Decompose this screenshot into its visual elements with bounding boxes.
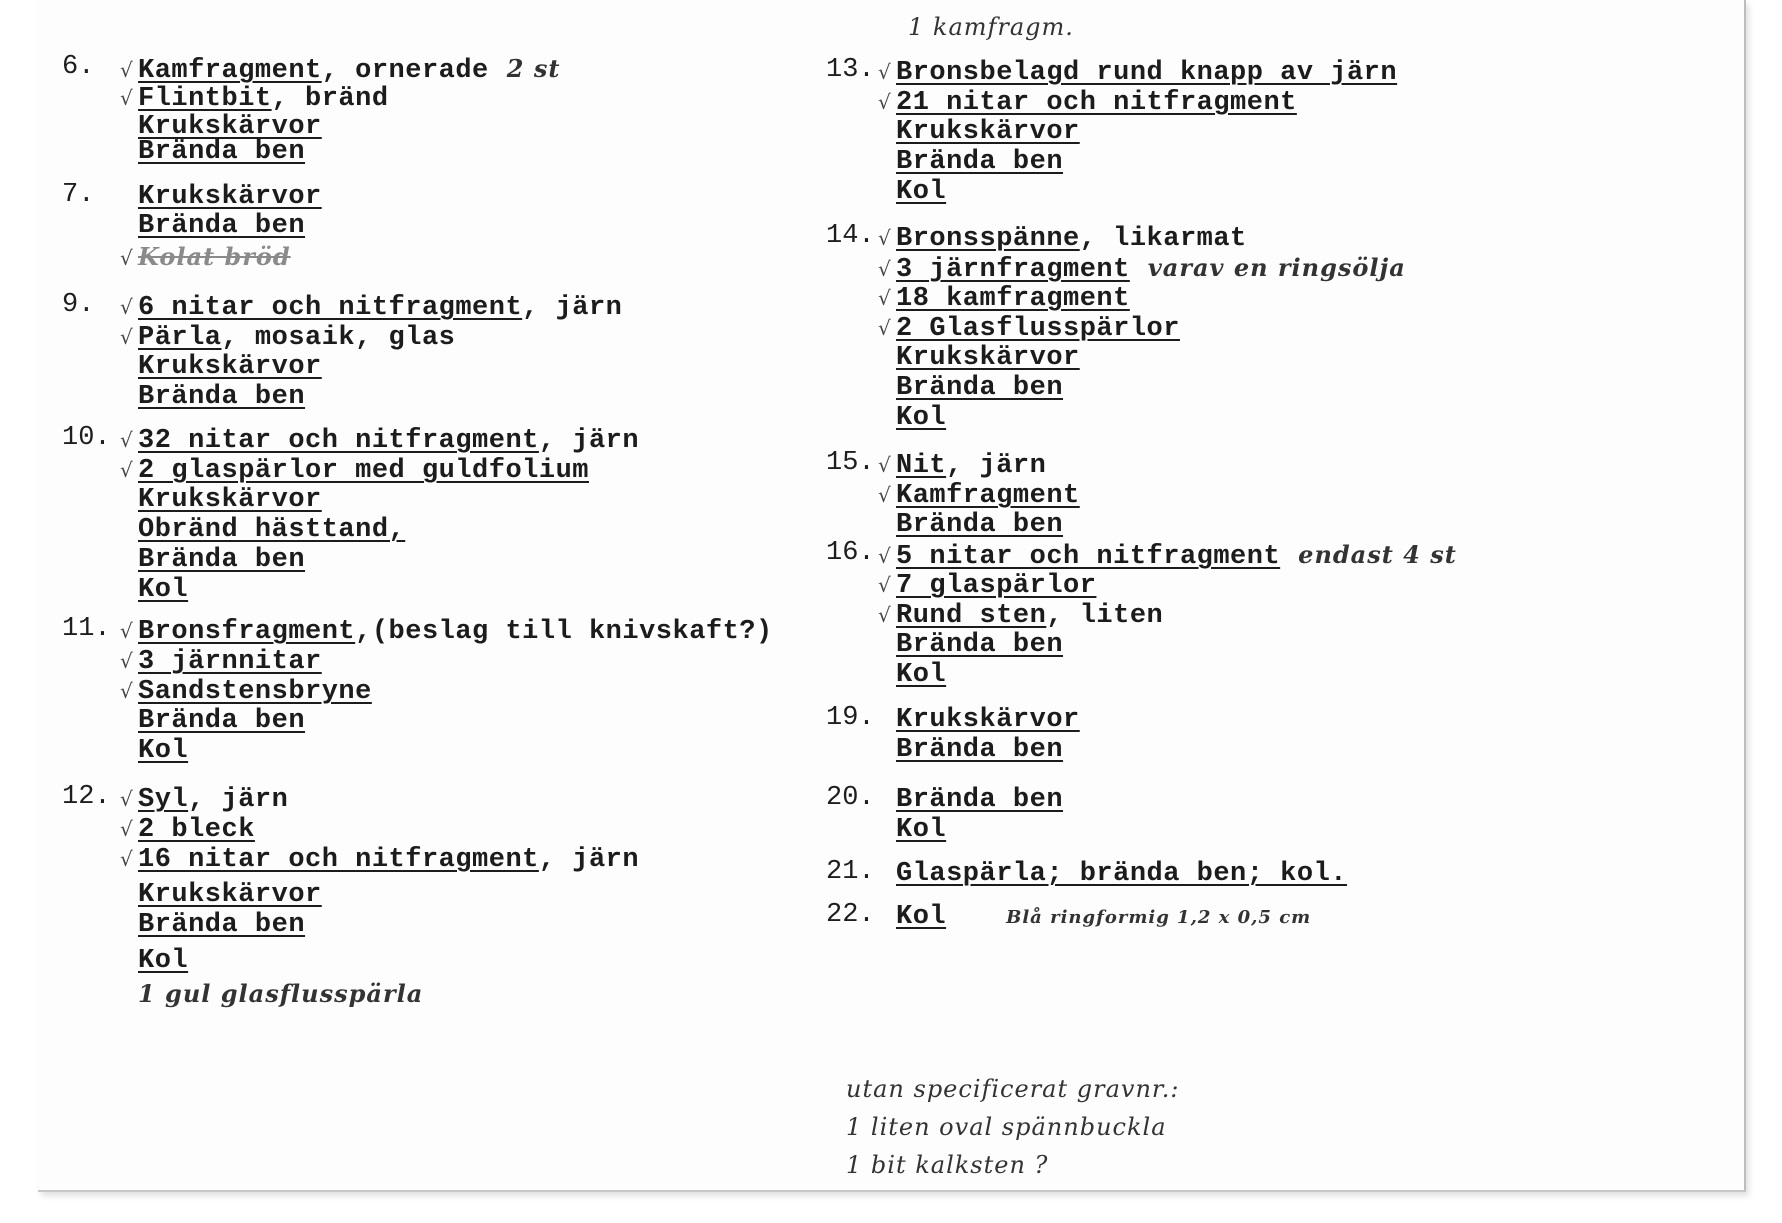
item-text: 6 nitar och nitfragment xyxy=(138,293,523,323)
find-item xyxy=(878,658,946,692)
find-item xyxy=(120,209,305,243)
grave-number: 12. xyxy=(62,782,111,812)
find-item xyxy=(878,55,1397,89)
find-item xyxy=(120,644,322,678)
handwritten-note: varav en ringsölja xyxy=(1147,253,1406,282)
find-item xyxy=(878,857,1347,891)
item-text: Bronsfragment xyxy=(138,617,356,647)
item-text: Krukskärvor xyxy=(138,352,322,382)
item-detail: , järn xyxy=(188,785,289,815)
item-text: Kamfragment xyxy=(138,56,322,86)
grave-number: 6. xyxy=(62,52,95,82)
find-item xyxy=(878,478,1080,512)
find-item xyxy=(120,878,322,912)
find-item xyxy=(878,448,1046,482)
item-text: Krukskärvor xyxy=(138,485,322,515)
find-item xyxy=(878,813,946,847)
find-item xyxy=(878,508,1063,542)
find-item xyxy=(120,135,305,169)
find-item xyxy=(878,703,1080,737)
checkmark-icon: √ xyxy=(878,544,892,568)
find-item xyxy=(120,513,405,547)
grave-number: 13. xyxy=(826,55,875,85)
item-text: Krukskärvor xyxy=(896,343,1080,373)
checkmark-icon: √ xyxy=(120,679,134,703)
item-text: Nit xyxy=(896,451,947,481)
find-item xyxy=(878,85,1297,119)
item-text: Rund sten xyxy=(896,601,1047,631)
item-text: Krukskärvor xyxy=(138,112,322,142)
find-item xyxy=(878,281,1130,315)
find-item xyxy=(878,115,1080,149)
find-item xyxy=(120,908,305,942)
item-text: Kol xyxy=(896,902,947,932)
find-item xyxy=(878,783,1063,817)
checkmark-icon: √ xyxy=(878,453,892,477)
item-text: 2 glaspärlor med guldfolium xyxy=(138,456,589,486)
find-item xyxy=(878,900,1311,934)
item-text: Kol xyxy=(138,736,189,766)
item-text: Sandstensbryne xyxy=(138,677,372,707)
archive-card xyxy=(38,0,1746,1192)
grave-number: 10. xyxy=(62,423,111,453)
grave-number: 19. xyxy=(826,703,875,733)
grave-number: 11. xyxy=(62,614,111,644)
find-item xyxy=(120,782,288,816)
item-text: Kol xyxy=(138,946,189,976)
find-item xyxy=(878,251,1406,285)
item-text: Flintbit xyxy=(138,84,272,114)
item-text: Kol xyxy=(896,815,947,845)
checkmark-icon: √ xyxy=(878,226,892,250)
handwritten-item: 1 gul glasflusspärla xyxy=(138,979,424,1008)
item-text: Brända ben xyxy=(896,630,1064,660)
checkmark-icon: √ xyxy=(120,787,134,811)
item-text: Kol xyxy=(896,177,947,207)
item-text: 5 nitar och nitfragment xyxy=(896,542,1281,572)
item-detail: , ornerade xyxy=(321,56,489,86)
find-item xyxy=(878,371,1063,405)
item-text: Brända ben xyxy=(896,510,1064,540)
checkmark-icon: √ xyxy=(120,817,134,841)
grave-number: 15. xyxy=(826,448,875,478)
item-detail: , liten xyxy=(1046,601,1164,631)
item-text: Kol xyxy=(896,403,947,433)
grave-number: 20. xyxy=(826,783,875,813)
item-text: Glaspärla; brända ben; kol. xyxy=(896,859,1347,889)
item-text: Brända ben xyxy=(138,137,306,167)
checkmark-icon: √ xyxy=(120,58,134,82)
find-item xyxy=(878,221,1247,255)
item-text: Kol xyxy=(896,660,947,690)
checkmark-icon: √ xyxy=(878,90,892,114)
find-item xyxy=(878,175,946,209)
grave-number: 14. xyxy=(826,221,875,251)
checkmark-icon: √ xyxy=(878,483,892,507)
find-item xyxy=(120,812,255,846)
item-detail: , järn xyxy=(538,845,640,875)
item-text: Brända ben xyxy=(138,706,306,736)
find-item xyxy=(120,704,305,738)
item-text: Brända ben xyxy=(896,373,1064,403)
item-text: Brända ben xyxy=(896,785,1064,815)
find-item xyxy=(878,568,1096,602)
item-detail: ,(beslag till knivskaft?) xyxy=(355,617,773,647)
item-detail: , järn xyxy=(522,293,623,323)
grave-number: 9. xyxy=(62,290,95,320)
item-text: Obränd hästtand, xyxy=(138,515,406,545)
item-detail: , likarmat xyxy=(1079,224,1247,254)
item-detail: , järn xyxy=(946,451,1047,481)
item-text: 7 glaspärlor xyxy=(896,571,1097,601)
find-item xyxy=(878,145,1063,179)
handwritten-item: Kolat bröd xyxy=(138,242,291,271)
checkmark-icon: √ xyxy=(120,86,134,110)
find-item xyxy=(120,380,305,414)
handwritten-line: 1 bit kalksten ? xyxy=(846,1151,1049,1179)
item-detail: , mosaik, glas xyxy=(221,323,456,353)
item-text: Krukskärvor xyxy=(896,117,1080,147)
find-item xyxy=(878,598,1163,632)
find-item xyxy=(878,341,1080,375)
item-text: 21 nitar och nitfragment xyxy=(896,88,1297,118)
item-text: 32 nitar och nitfragment xyxy=(138,426,539,456)
checkmark-icon: √ xyxy=(878,257,892,281)
handwritten-line: 1 liten oval spännbuckla xyxy=(846,1113,1167,1141)
item-text: Brända ben xyxy=(138,910,306,940)
find-item xyxy=(120,944,188,978)
find-item xyxy=(120,350,322,384)
find-item xyxy=(120,674,372,708)
checkmark-icon: √ xyxy=(120,428,134,452)
handwritten-note: Blå ringformig 1,2 x 0,5 cm xyxy=(1006,907,1312,928)
find-item xyxy=(120,483,322,517)
find-item xyxy=(120,320,455,354)
item-text: 3 järnnitar xyxy=(138,647,322,677)
grave-number: 21. xyxy=(826,857,875,887)
item-text: Krukskärvor xyxy=(138,880,322,910)
item-text: Brända ben xyxy=(138,211,306,241)
checkmark-icon: √ xyxy=(120,619,134,643)
find-item xyxy=(878,311,1180,345)
item-text: Brända ben xyxy=(138,382,306,412)
find-item xyxy=(120,543,305,577)
item-text: Krukskärvor xyxy=(896,705,1080,735)
item-text: 16 nitar och nitfragment xyxy=(138,845,539,875)
checkmark-icon: √ xyxy=(878,60,892,84)
item-text: 2 Glasflusspärlor xyxy=(896,314,1180,344)
item-detail: , järn xyxy=(538,426,640,456)
checkmark-icon: √ xyxy=(120,325,134,349)
find-item xyxy=(120,453,589,487)
checkmark-icon: √ xyxy=(878,316,892,340)
checkmark-icon: √ xyxy=(120,458,134,482)
checkmark-icon: √ xyxy=(120,649,134,673)
find-item xyxy=(878,628,1063,662)
checkmark-icon: √ xyxy=(878,573,892,597)
item-text: Kol xyxy=(138,575,189,605)
item-text: 3 järnfragment xyxy=(896,255,1130,285)
handwritten-note: 2 st xyxy=(506,54,561,83)
item-text: 18 kamfragment xyxy=(896,284,1130,314)
handwritten-note: endast 4 st xyxy=(1298,540,1457,569)
item-text: 2 bleck xyxy=(138,815,255,845)
item-text: Bronsbelagd rund knapp av järn xyxy=(896,58,1398,88)
checkmark-icon: √ xyxy=(878,286,892,310)
find-item xyxy=(120,734,188,768)
item-detail: , bränd xyxy=(271,84,389,114)
checkmark-icon: √ xyxy=(120,847,134,871)
find-item xyxy=(120,423,639,457)
find-item xyxy=(120,240,291,274)
grave-number: 22. xyxy=(826,900,875,930)
grave-number: 7. xyxy=(62,180,95,210)
item-text: Krukskärvor xyxy=(138,182,322,212)
item-text: Brända ben xyxy=(896,735,1064,765)
find-item xyxy=(878,733,1063,767)
checkmark-icon: √ xyxy=(120,246,134,270)
item-text: Bronsspänne xyxy=(896,224,1080,254)
find-item xyxy=(878,538,1457,572)
find-item xyxy=(120,290,622,324)
item-text: Brända ben xyxy=(896,147,1064,177)
find-item xyxy=(120,614,773,648)
item-text: Syl xyxy=(138,785,189,815)
item-text: Kamfragment xyxy=(896,481,1080,511)
handwritten-note: 1 kamfragm. xyxy=(908,13,1074,41)
item-text: Pärla xyxy=(138,323,222,353)
handwritten-line: utan specificerat gravnr.: xyxy=(846,1075,1180,1103)
grave-number: 16. xyxy=(826,538,875,568)
checkmark-icon: √ xyxy=(878,603,892,627)
checkmark-icon: √ xyxy=(120,295,134,319)
find-item xyxy=(120,573,188,607)
item-text: Brända ben xyxy=(138,545,306,575)
find-item xyxy=(120,842,639,876)
find-item xyxy=(878,401,946,435)
find-item xyxy=(120,977,423,1011)
